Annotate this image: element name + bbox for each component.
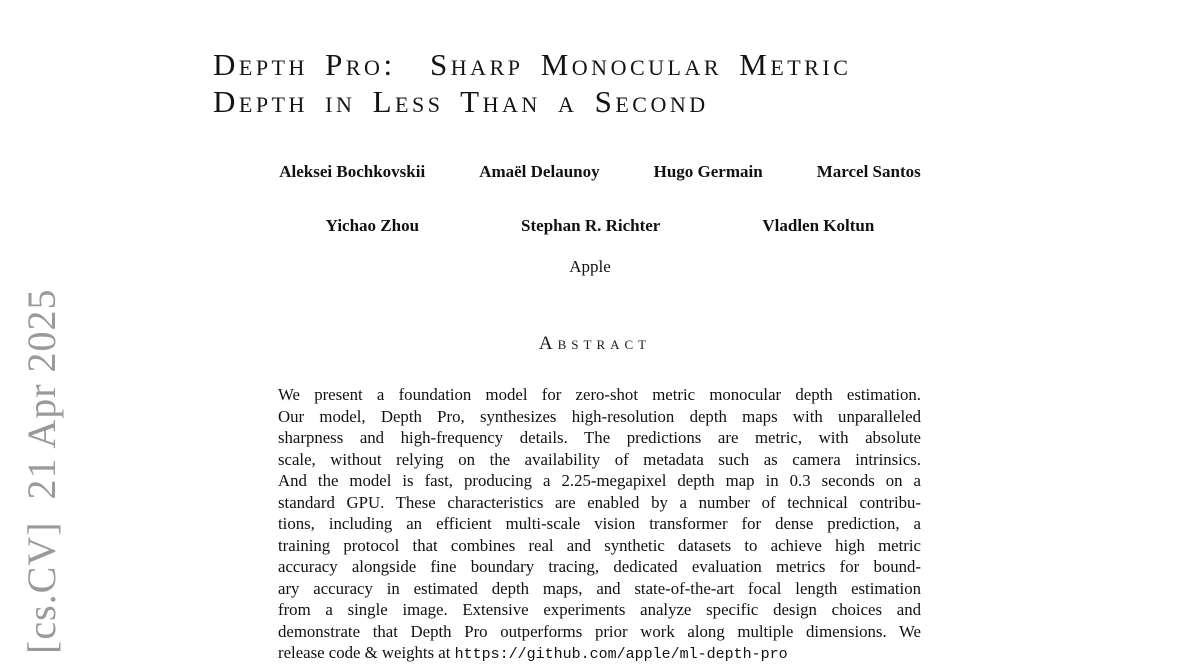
abstract-line: from a single image. Extensive experiments analyze specific design choices and bbox=[278, 600, 921, 619]
affiliation: Apple bbox=[569, 257, 611, 276]
abstract-line: We present a foundation model for zero-shot metric monocular depth estimation. bbox=[278, 385, 921, 404]
abstract-last-line-text: release code & weights at bbox=[278, 643, 455, 662]
paper-title bbox=[213, 46, 851, 120]
arxiv-banner: [cs.CV] 21 Apr 2025 bbox=[19, 288, 64, 654]
author-name: Hugo Germain bbox=[653, 162, 763, 181]
author-name: Vladlen Koltun bbox=[762, 216, 875, 235]
abstract-line: demonstrate that Depth Pro outperforms prior work along multiple dimensions. We bbox=[278, 621, 921, 641]
abstract-line: Our model, Depth Pro, synthesizes high-resolution depth maps with unparalleled bbox=[278, 406, 921, 426]
abstract-line: standard GPU. These characteristics are enabled by a number of technical contribu- bbox=[278, 492, 921, 512]
authors-row-1 bbox=[120, 162, 1080, 182]
abstract-line: sharpness and high-frequency details. The predictions are metric, with absolute bbox=[278, 428, 921, 447]
abstract-line: accuracy alongside fine boundary tracing, dedicated evaluation metrics for bound- bbox=[278, 557, 921, 576]
author-name: Yichao Zhou bbox=[325, 216, 420, 235]
author-name: Marcel Santos bbox=[816, 162, 921, 181]
abstract-heading: Abstract bbox=[538, 333, 652, 354]
abstract-line: training protocol that combines real and synthetic datasets to achieve high metric bbox=[278, 535, 921, 555]
author-name: Stephan R. Richter bbox=[521, 216, 661, 235]
paper-title-line2: Depth in Less Than a Second bbox=[213, 84, 709, 119]
abstract-line: And the model is fast, producing a 2.25-megapixel depth map in 0.3 seconds on a bbox=[278, 471, 921, 490]
abstract-line: scale, without relying on the availability of metadata such as camera intrinsics. bbox=[278, 449, 921, 469]
code-repository-url: https://github.com/apple/ml-depth-pro bbox=[454, 646, 788, 663]
authors-row-2 bbox=[120, 216, 1080, 236]
abstract-line-partial bbox=[278, 642, 921, 664]
author-name: Aleksei Bochkovskii bbox=[279, 162, 426, 181]
abstract-body bbox=[278, 384, 921, 664]
author-name: Amaël Delaunoy bbox=[479, 162, 600, 181]
abstract-line: tions, including an efficient multi-scale vision transformer for dense prediction, a bbox=[278, 514, 921, 533]
paper-title-line1: Depth Pro: Sharp Monocular Metric bbox=[213, 47, 852, 82]
abstract-line: ary accuracy in estimated depth maps, and state-of-the-art focal length estimation bbox=[278, 578, 921, 598]
